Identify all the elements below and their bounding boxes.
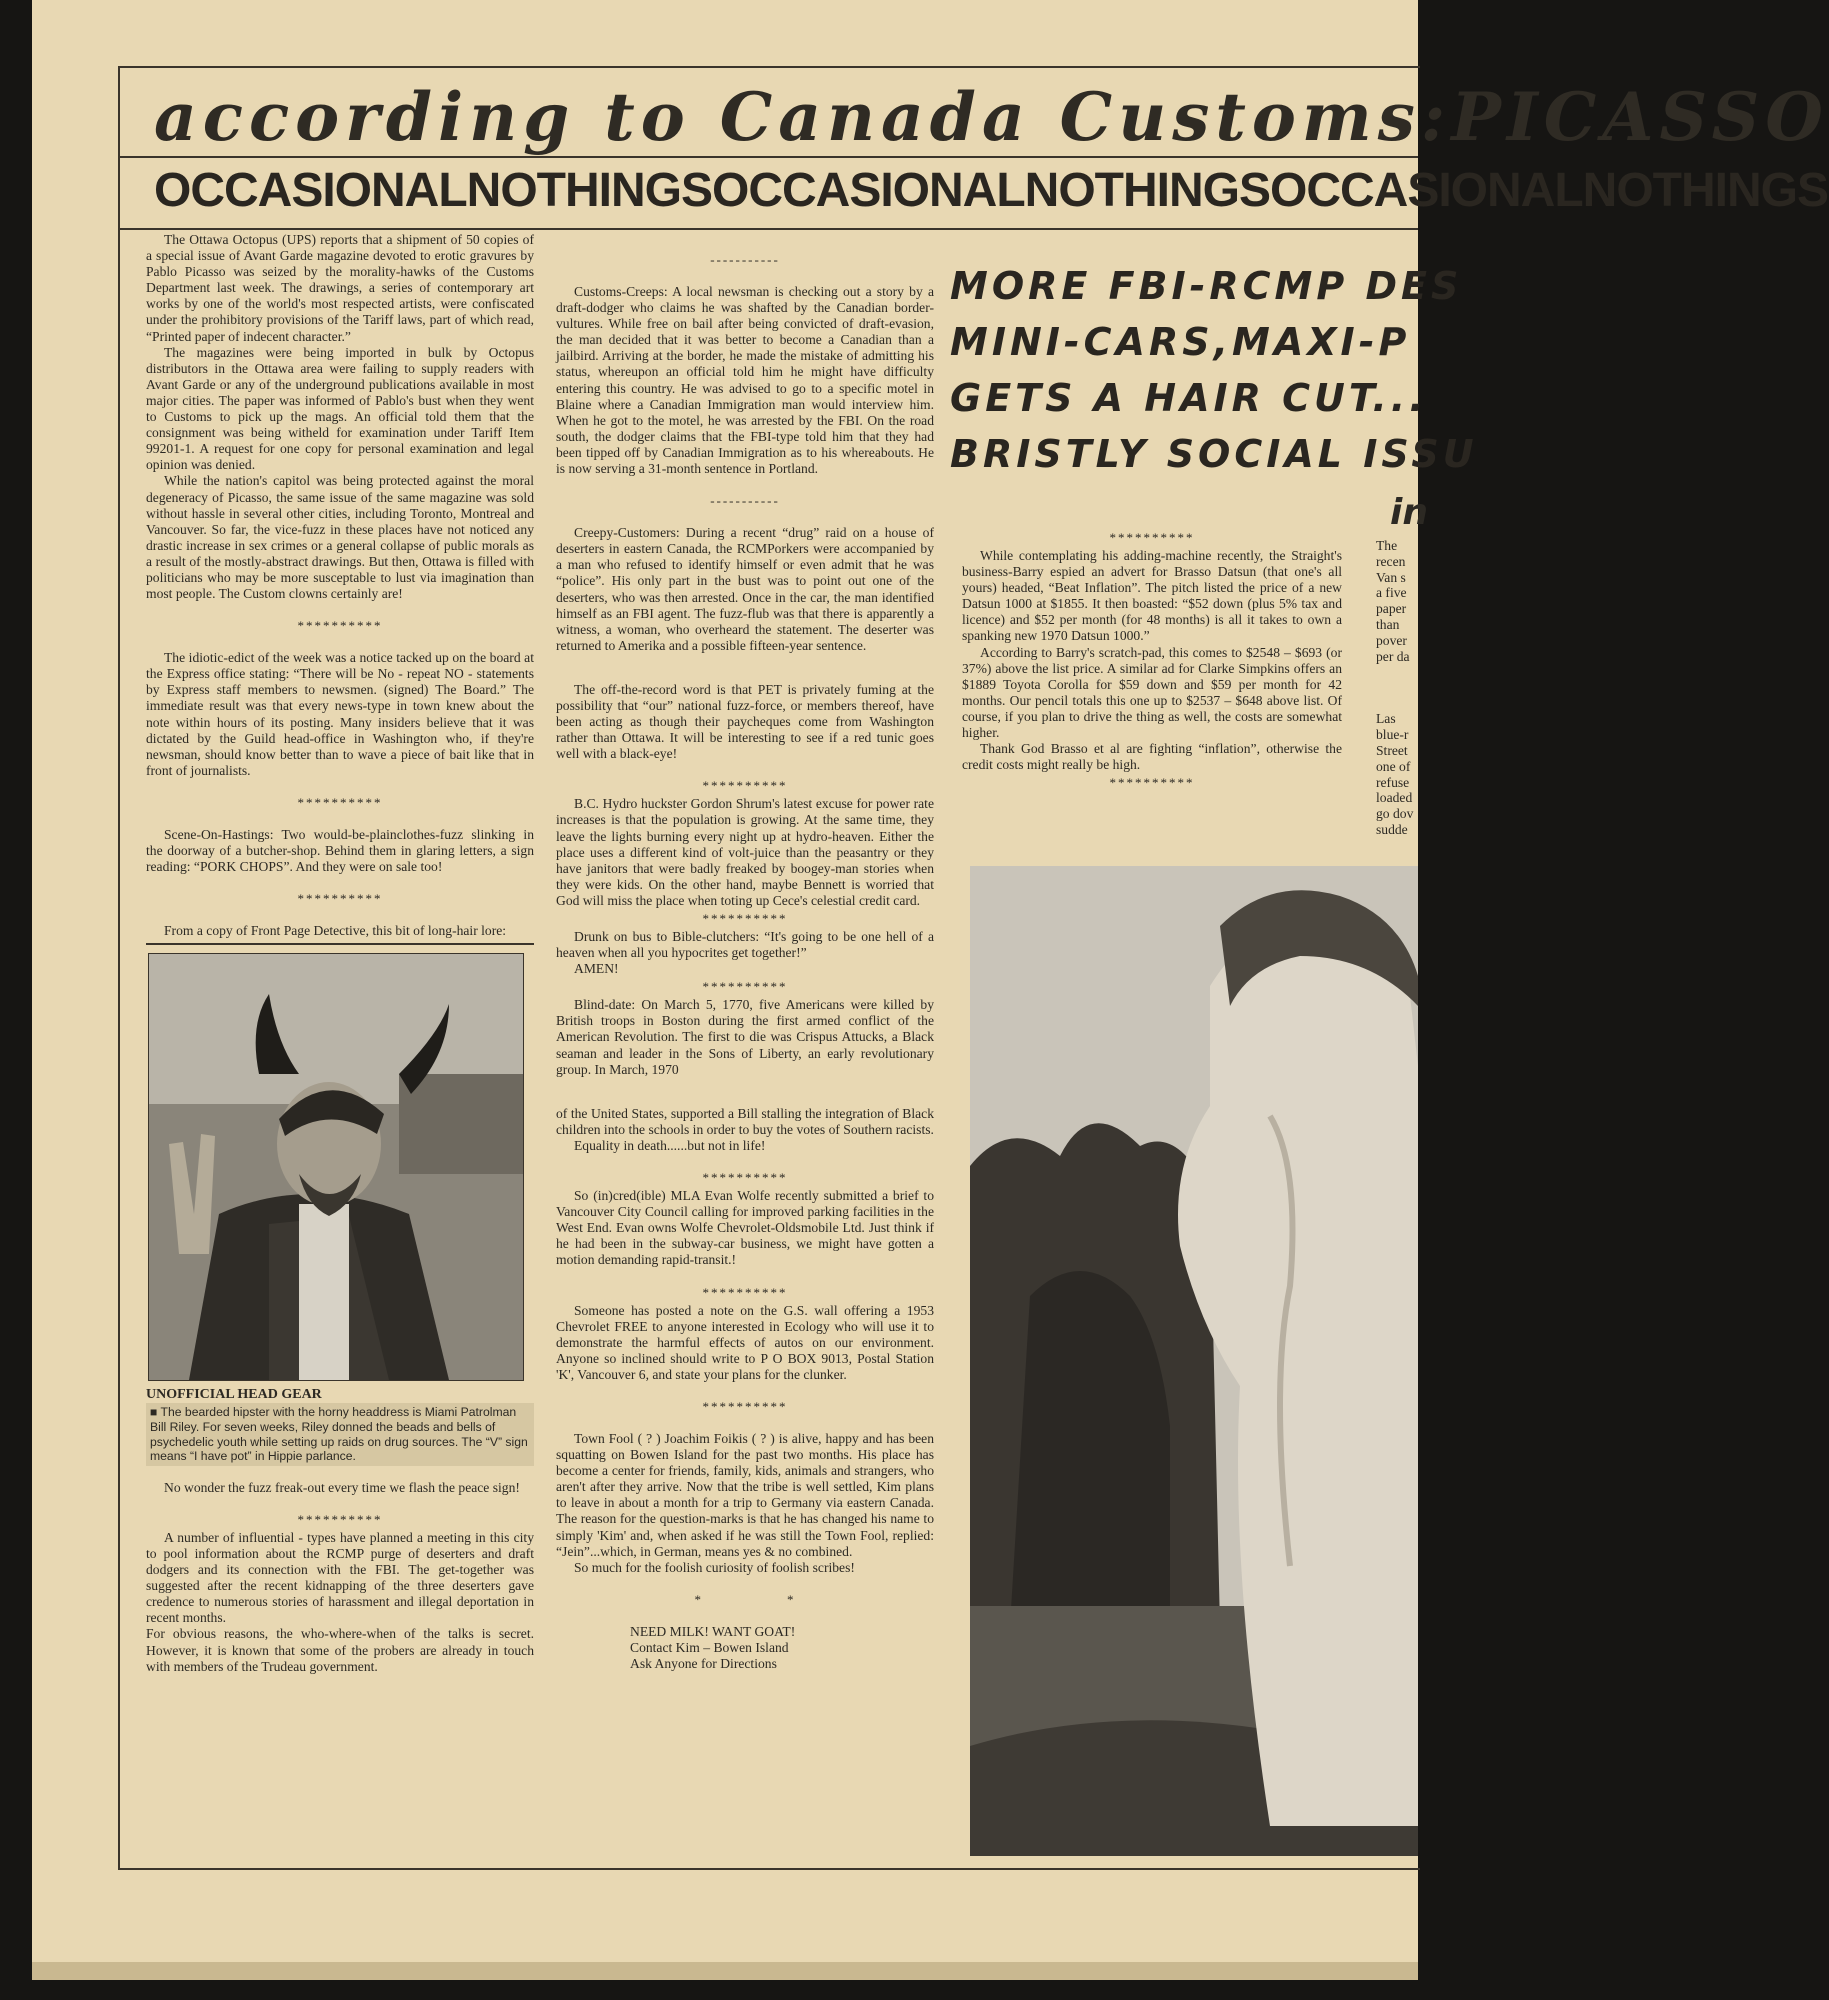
fragment-line: recen	[1376, 553, 1406, 569]
caption-body: ■ The bearded hipster with the horny headdress is Miami Patrolman Bill Riley. For seven weeks, Riley donned the beads and bells of psychedelic youth while setting up raids on drug sources. The “V” sign means “I have pot” in Hippie parlance.	[146, 1403, 534, 1465]
article-town-fool: Town Fool ( ? ) Joachim Foikis ( ? ) is alive, happy and has been squatting on Bowen Island for the past two months. His place has become a center for friends, family, kids, animals and strangers, who aren't after they arrive. Now that the tribe is well settled, Kim plans to leave in about a month for a trip to Germany via eastern Canada. The reason for the question-marks is that he has changed his name to simply 'Kim' and, when asked if he was still the Town Fool, replied: “Jein”...which, in German, means yes & no combined.	[556, 1430, 934, 1559]
separator-stars: **********	[1109, 775, 1195, 791]
article-drunk-on-bus: Drunk on bus to Bible-clutchers: “It's going to be one hell of a heaven when all you hypocrites get together!”	[556, 929, 934, 961]
column-4-fragment	[1376, 538, 1418, 838]
separator-stars: **********	[297, 1511, 383, 1527]
fragment-line: a five	[1376, 585, 1407, 601]
separator-stars: **********	[297, 618, 383, 634]
article-datsun-1: While contemplating his adding-machine recently, the Straight's business-Barry espied an advert for Brasso Datsun (that one's all yours) headed, “Beat Inflation”. The pitch listed the price of a new Datsun 1000 at $1855. It then boasted: “$52 down (plus 5% tax and licence) and $52 per month (for 48 months) is all it takes to own a spanking new 1970 Datsun 1000.”	[962, 548, 1342, 644]
headline-line-2: MINI-CARS,MAXI-P	[950, 320, 1411, 364]
photo-unofficial-head-gear	[148, 953, 524, 1381]
page-edge	[32, 1962, 1418, 1980]
column-3	[962, 528, 1342, 793]
separator-stars: **********	[1109, 530, 1195, 545]
headline-line-1: MORE FBI-RCMP DES	[950, 264, 1463, 308]
fragment-line: refuse	[1376, 774, 1410, 790]
fragment-line: The	[1376, 538, 1398, 553]
article-picasso-2: The magazines were being imported in bulk by Octopus distributors in the Ottawa area were failing to supply readers with Avant Garde or any of the underground publications available in most major cities. The paper was informed of Pablo's bust when they went to Customs to pick up the mags. An official told them that the consignment was being witheld for examination under Tariff Item 99201-1. A request for one copy for personal examination and legal opinion was denied.	[146, 344, 534, 473]
column-1	[146, 232, 534, 1675]
separator-stars: **********	[297, 891, 383, 907]
separator-stars: **********	[702, 1170, 788, 1186]
fragment-line: Street	[1376, 742, 1408, 758]
fragment-line: Van s	[1376, 569, 1406, 585]
article-free-chevrolet: Someone has posted a note on the G.S. wall offering a 1953 Chevrolet FREE to anyone interested in Ecology who will use it to demonstrate the harmful effects of autos on our environment. Anyone so inclined should write to P O BOX 9013, Postal Station 'K', Vancouver 6, and state your plans for the clunker.	[556, 1302, 934, 1382]
article-peace-sign: No wonder the fuzz freak-out every time we flash the peace sign!	[164, 1479, 520, 1495]
caption-title: UNOFFICIAL HEAD GEAR	[146, 1387, 322, 1403]
article-evan-wolfe: So (in)cred(ible) MLA Evan Wolfe recently submitted a brief to Vancouver City Council calling for improved parking facilities in the West End. Evan owns Wolfe Chevrolet-Oldsmobile Ltd. Just think if he had been in the subway-car business, we might have gotten a motion demanding rapid-transit.!	[556, 1188, 934, 1268]
article-picasso-3: While the nation's capitol was being protected against the moral degeneracy of Picasso, the same issue of the same magazine was sold without hassle in several other cities, including Toronto, Montreal and Vancouver. So far, the vice-fuzz in these places have not noticed any drastic increase in sex crimes or a general collapse of public morals as a result of the mostly-abstract drawings. But then, Ottawa is filled with politicians who may be more susceptable to lust via imagination than most people. The Custom clowns certainly are!	[146, 473, 534, 602]
separator-stars: **********	[702, 1398, 788, 1414]
fragment-line: Las	[1376, 711, 1396, 727]
ad-line-2: Contact Kim – Bowen Island	[630, 1639, 789, 1655]
fragment-line: one of	[1376, 758, 1411, 774]
article-datsun-2: According to Barry's scratch-pad, this comes to $2548 – $693 (or 37%) above the list price. A similar ad for Clarke Simpkins offers an $1889 Toyota Corolla for $59 down and $59 per month for 42 months. Our pencil totals this one up to $2537 – $648 above list. Of course, if you plan to drive the thing as well, the costs are somewhat higher.	[962, 644, 1342, 741]
nude-photo-illustration	[970, 866, 1418, 1856]
separator-stars: **********	[702, 1284, 788, 1300]
article-amen: AMEN!	[574, 961, 619, 977]
separator-stars: **********	[702, 979, 788, 995]
article-idiotic-edict: The idiotic-edict of the week was a notice tacked up on the board at the Express office stating: “There will be No - repeat NO - statements by Express staff members to newsmen. (signed) The Board.” The immediate result was that every news-type in town knew about the note within hours of its posting. Many insiders believe that it was dictated by the Guild head-office in Washington who, if they're newsman, should know better than to wave a piece of bait like that in front of journalists.	[146, 650, 534, 778]
separator-stars: **********	[297, 794, 383, 810]
classified-ad	[556, 1624, 934, 1672]
article-customs-creeps: Customs-Creeps: A local newsman is checking out a story by a draft-dodger who claims he was shafted by the Canadian border-vultures. While free on bail after being convicted of draft-evasion, the man decided that it was better to become a Canadian than a jailbird. Arriving at the border, he made the mistake of admitting his status, whereupon an official told him he might have difficulty entering this country. He was advised to go to a specific motel in Blaine where a Canadian Immigration man would interview him. When he got to the motel, he was arrested by the FBI. On the road south, the dodger claims that the FBI-type told him that they had been tipped off by Canadian Immigration as to his whereabouts. He is now serving a 31-month sentence in Portland.	[556, 284, 934, 477]
masthead-banner: OCCASIONALNOTHINGSOCCASIONALNOTHINGSOCCASIONALNOTHINGS	[154, 164, 1828, 217]
separator-asterisks: * *	[694, 1591, 796, 1607]
separator-dash: -----------	[710, 252, 780, 267]
article-equality: Equality in death......but not in life!	[574, 1137, 766, 1153]
ad-line-3: Ask Anyone for Directions	[630, 1656, 777, 1671]
article-creepy-customers: Creepy-Customers: During a recent “drug” raid on a house of deserters in eastern Canada, the RCMPorkers were accompanied by a man who refused to identify himself or even admit that he was “police”. His only part in the bust was to point out one of the deserters, who was then arrested. Once in the car, the man identified himself as an FBI agent. The fuzz-flub was that there is apparently a witness, a woman, who overheard the statement. The deserter was returned to Amerika and a possible fifteen-year sentence.	[556, 525, 934, 653]
article-rcmp-purge-2: For obvious reasons, the who-where-when of the talks is secret. However, it is known that some of the probers are already in touch with members of the Trudeau government.	[146, 1626, 534, 1674]
headline-fragment: in	[1390, 492, 1428, 533]
article-foolish-scribes: So much for the foolish curiosity of foolish scribes!	[574, 1559, 855, 1575]
article-picasso-1: The Ottawa Octopus (UPS) reports that a shipment of 50 copies of a special issue of Avant Garde magazine devoted to erotic gravures by Pablo Picasso was seized by the morality-hawks of the Customs Department last week. The drawings, a series of contemporary art works by one of the world's most respected artists, were confiscated under the prohibitory provisions of the Tariff laws, part of which read, “Printed paper of indecent character.”	[146, 232, 534, 344]
article-blind-date-1: Blind-date: On March 5, 1770, five Americans were killed by British troops in Boston during the first armed conflict of the American Revolution. The first to die was Crispus Attucks, a Black seaman and leader in the Sons of Liberty, an early revolutionary group. In March, 1970	[556, 997, 934, 1077]
separator-stars: **********	[702, 911, 788, 926]
article-off-the-record: The off-the-record word is that PET is privately fuming at the possibility that “our” national fuzz-force, or members thereof, have been acting as though their paycheques come from Washington rather than Ottawa. It will be interesting to see if a red tunic goes well with a black-eye!	[556, 681, 934, 762]
separator-dash: -----------	[710, 493, 780, 509]
divider-rule	[146, 943, 534, 945]
article-rcmp-purge-1: A number of influential - types have planned a meeting in this city to pool information about the RCMP purge of deserters and draft dodgers and its connection with the FBI. The get-together was suggested after the recent kidnapping of the three deserters gave credence to numerous stories of harassment and illegal deportation in recent months.	[146, 1529, 534, 1626]
article-blind-date-2: of the United States, supported a Bill stalling the integration of Black children into the schools in order to buy the votes of Southern racists.	[556, 1105, 934, 1137]
fragment-line: blue-r	[1376, 727, 1409, 743]
article-datsun-3: Thank God Brasso et al are fighting “inflation”, otherwise the credit costs might really be high.	[962, 741, 1342, 773]
article-bc-hydro: B.C. Hydro huckster Gordon Shrum's latest excuse for power rate increases is that the population is growing. At the same time, they leave the lights burning every night up at hydro-heaven. Either the place uses a different kind of volt-juice than the peasantry or they have janitors that were badly freaked by boogey-man stories when they were kids. On the other hand, maybe Bennett is worried that God will miss the place when toting up Cece's celestial credit card.	[556, 796, 934, 908]
fragment-line: than	[1376, 616, 1400, 632]
article-front-page-detective: From a copy of Front Page Detective, this bit of long-hair lore:	[164, 923, 507, 939]
fragment-line: pover	[1376, 632, 1407, 648]
fragment-line: loaded	[1376, 790, 1413, 806]
photo-nude-figure	[970, 866, 1418, 1856]
fragment-line: go dov	[1376, 806, 1414, 822]
headline-line-4: BRISTLY SOCIAL ISSU	[950, 432, 1478, 476]
column-2	[556, 250, 934, 1672]
masthead-rule-bottom	[118, 228, 1418, 230]
masthead-title: according to Canada Customs:PICASSO	[154, 78, 1829, 156]
separator-stars: **********	[702, 778, 788, 794]
headline-fbi-rcmp	[950, 258, 1478, 538]
headline-line-3: GETS A HAIR CUT...	[950, 376, 1428, 420]
hipster-photo-illustration	[149, 954, 523, 1380]
ad-line-1: NEED MILK! WANT GOAT!	[630, 1623, 796, 1639]
article-scene-on-hastings: Scene-On-Hastings: Two would-be-plainclothes-fuzz slinking in the doorway of a butcher-shop. Behind them in glaring letters, a sign reading: “PORK CHOPS”. And they were on sale too!	[146, 826, 534, 875]
fragment-line: per da	[1376, 648, 1410, 664]
fragment-line: paper	[1376, 601, 1407, 617]
fragment-line: sudde	[1376, 821, 1408, 837]
